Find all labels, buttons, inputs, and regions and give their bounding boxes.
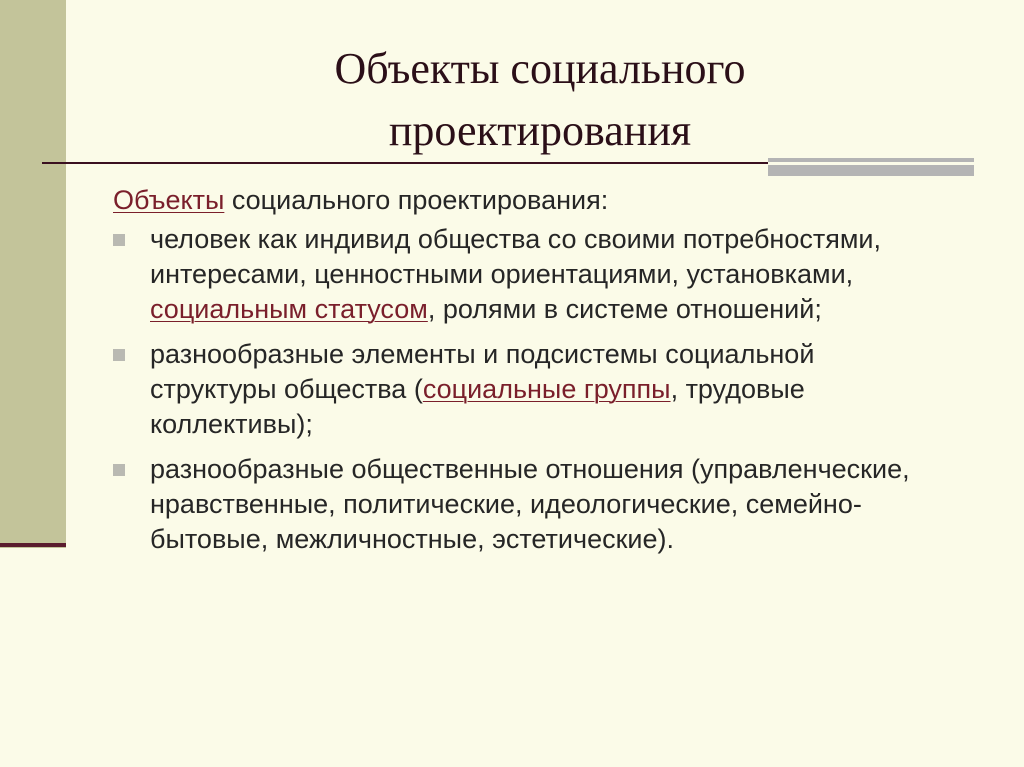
intro-line <box>113 183 933 218</box>
bullet-text: , трудовые коллективы); <box>150 374 805 439</box>
slide-title <box>100 38 980 162</box>
side-decor-line <box>0 543 66 547</box>
intro-link-objects[interactable]: Объекты <box>113 185 225 215</box>
intro-text: социального проектирования: <box>224 185 609 215</box>
bullet-item-individual <box>113 222 933 327</box>
link-social-groups[interactable]: социальные группы <box>422 374 671 404</box>
square-bullet-icon <box>113 464 125 476</box>
bullet-text: , ролями в системе отношений; <box>427 294 822 324</box>
title-line-2: проектирования <box>388 106 692 155</box>
title-block <box>100 38 980 162</box>
bullet-item-social-structure <box>113 337 933 442</box>
bullet-list <box>113 222 933 557</box>
bullet-text: разнообразные элементы и подсистемы социальной структуры общества ( <box>150 339 815 404</box>
square-bullet-icon <box>113 234 125 246</box>
bullet-text: человек как индивид общества со своими потребностями, интересами, ценностными ориентациями, установками, <box>150 224 881 289</box>
title-line-1: Объекты социального <box>334 44 746 93</box>
slide-content <box>113 183 933 567</box>
square-bullet-icon <box>113 349 125 361</box>
link-social-status[interactable]: социальным статусом <box>150 294 428 324</box>
bullet-item-social-relations <box>113 452 933 557</box>
title-divider-accent <box>768 158 974 176</box>
bullet-text: разнообразные общественные отношения (управленческие, нравственные, политические, идеологические, семейно-бытовые, межличностные, эстетические). <box>150 454 910 554</box>
side-decor-band <box>0 0 66 548</box>
